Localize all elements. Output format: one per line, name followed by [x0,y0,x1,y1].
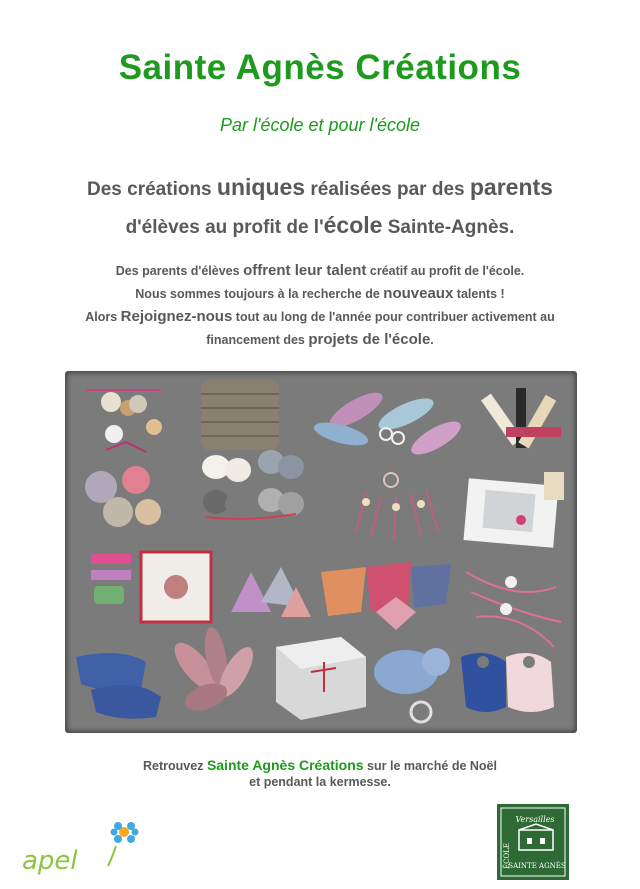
page-title: Sainte Agnès Créations [118,48,522,87]
ribbon-flowers-illustration [466,572,561,647]
photo-frame-illustration [463,472,564,548]
body-line-4 [40,331,600,348]
fabric-boxes-illustration [321,562,451,630]
pincushions-illustration [85,466,161,527]
embroidered-tray-illustration [141,552,211,622]
product-collage [66,372,576,732]
collage-illustration [66,372,576,732]
body-text: créatif au profit de l'école. [366,264,525,278]
lavender-bags-illustration [231,567,311,617]
knitted-snood-illustration [201,380,279,450]
fabric-flower-brooch-illustration [168,626,260,716]
footer-text: sur le marché de Noël [363,759,497,773]
flower-keyrings-illustration [356,473,438,540]
body-emphasis: Rejoignez-nous [120,308,233,325]
svg-text:Versailles: Versailles [515,815,555,824]
pendants-illustration [86,390,162,452]
lead-line-1 [40,174,600,201]
body-emphasis: nouveaux [383,285,454,302]
body-emphasis: projets de l'école [308,331,431,348]
ribbon-bookmarks-illustration [481,388,561,448]
body-line-2 [40,285,600,302]
footer-text: Retrouvez [143,759,207,773]
school-logo [497,804,569,880]
svg-text:ÉCOLE: ÉCOLE [503,843,511,869]
lead-text: réalisées par des [305,179,470,200]
hair-clips-illustration [91,554,131,604]
body-emphasis: offrent leur talent [243,262,367,279]
body-text: talents ! [453,287,505,301]
apel-logo-text: apel [22,846,78,876]
footer-line-1 [40,757,600,773]
lead-text: Des créations [87,179,217,200]
lead-emphasis: uniques [216,174,306,200]
body-text: Nous sommes toujours à la recherche de [135,287,384,301]
body-line-3 [40,308,600,325]
baby-booties-illustration [202,450,304,519]
elephant-toy-illustration [374,648,450,722]
page-subtitle: Par l'école et pour l'école [220,115,420,135]
svg-text:SAINTE AGNÈS: SAINTE AGNÈS [508,862,566,870]
lead-emphasis: école [323,212,383,238]
school-building-icon [497,804,569,880]
lead-emphasis: parents [469,174,553,200]
storage-box-illustration [276,637,366,720]
body-text: Alors [85,310,121,324]
body-text: . [430,333,434,347]
footer-line-2: et pendant la kermesse. [249,775,391,789]
fabric-fish-illustration [312,386,466,460]
body-text: Des parents d'élèves [115,264,244,278]
body-text: financement des [206,333,309,347]
baby-bibs-illustration [461,653,554,712]
lead-text: Sainte-Agnès. [382,217,515,238]
body-text: tout au long de l'année pour contribuer activement au [232,310,555,324]
body-line-1 [40,262,600,279]
footer-brand: Sainte Agnès Créations [206,757,364,773]
pouches-illustration [76,653,161,719]
lead-text: d'élèves au profit de l' [125,217,324,238]
lead-line-2 [40,212,600,239]
